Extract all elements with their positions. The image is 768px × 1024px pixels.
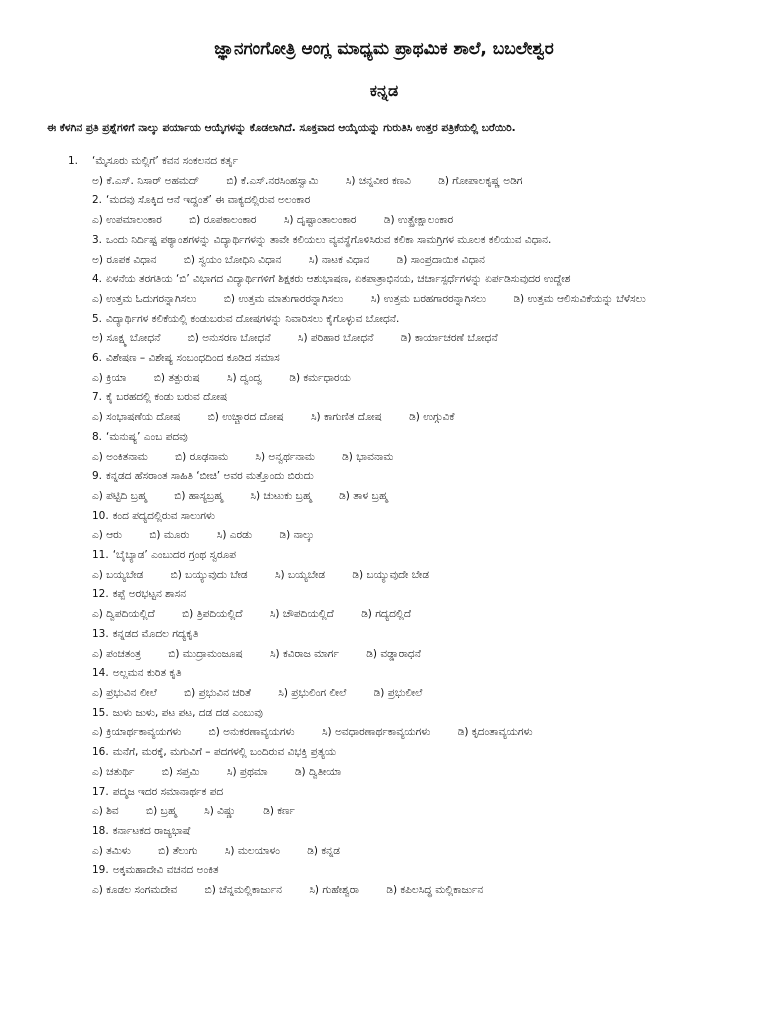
question-number: 19. [92,864,109,877]
answer-option: ಎ) ಚತುರ್ಥಿ [92,765,135,778]
question-item [92,507,712,546]
option-list [92,763,712,783]
answer-option: ಬಿ) ಉತ್ತಮ ಮಾತುಗಾರರನ್ನಾಗಿಸಲು [223,292,344,305]
question-text: ‘ಮದವು ಸೊಕ್ಕಿದ ಆನೆ ಇದ್ದಂತೆ’ ಈ ವಾಕ್ಯದಲ್ಲಿರುವ ಅಲಂಕಾರ [106,194,311,207]
answer-option: ಡಿ) ಪ್ರಭುಲೀಲೆ [373,686,423,699]
answer-option: ಬಿ) ತತ್ಪುರುಷ [153,371,200,384]
option-list [92,842,712,862]
question-line [92,783,712,803]
answer-option: ಸಿ) ಅವಧಾರಣಾರ್ಥಕಾವ್ಯಯಗಳು [321,726,431,739]
question-text: ಒಂದು ನಿರ್ದಿಷ್ಟ ಪಠ್ಯಾಂಶಗಳನ್ನು ವಿದ್ಯಾರ್ಥಿಗಳನ್ನು ತಾವೇ ಕಲಿಯಲು ವ್ಯವಸ್ಥೆಗೊಳಿಸಿರುವ ಕಲಿಕಾ ಸಾಮಗ್ರಿಗಳ ಮೂಲಕ ಕಲಿಯುವ ವಿಧಾನ. [106,233,552,246]
option-list [92,645,712,665]
option-list [92,487,712,507]
answer-option: ಬಿ) ತ್ರಿಪದಿಯಲ್ಲಿದೆ [182,608,243,621]
question-line [92,704,712,724]
answer-option: ಬಿ) ಬಯ್ಯುವುದು ಬೇಡ [170,568,248,581]
answer-option: ಬಿ) ಬ್ರಹ್ಮ [146,805,177,818]
answer-option: ಡಿ) ಕನ್ನಡ [307,844,340,857]
question-text: ಅಕ್ಕಮಹಾದೇವಿ ವಚನದ ಅಂಕಿತ [112,864,219,877]
question-text: ಕನ್ನಡದ ಮೊದಲ ಗದ್ಯಕೃತಿ [112,627,199,640]
question-line [92,546,712,566]
question-text: ಕೈ ಬರಹದಲ್ಲಿ ಕಂಡು ಬರುವ ದೋಷ [106,391,228,404]
answer-option: ಸಿ) ಪ್ರಭುಲಿಂಗ ಲೀಲೆ [278,686,347,699]
question-number: 9. [92,470,103,483]
answer-option: ಎ) ಉಪಮಾಲಂಕಾರ [92,214,162,227]
question-line [92,861,712,881]
question-item [92,270,712,309]
option-list [92,251,712,271]
question-item [92,467,712,506]
answer-option: ಸಿ) ಪರಿಹಾರ ಬೋಧನೆ [297,332,374,345]
school-title: ಜ್ಞಾನಗಂಗೋತ್ರಿ ಆಂಗ್ಲ ಮಾಧ್ಯಮ ಪ್ರಾಥಮಿಕ ಶಾಲೆ, ಬಬಲೇಶ್ವರ [214,39,554,59]
question-item [92,310,712,349]
answer-option: ಬಿ) ಅನುಕರಣಾವ್ಯಯಗಳು [208,726,295,739]
answer-option: ಡಿ) ಉಗ್ಗುವಿಕೆ [409,411,455,424]
subject-title: ಕನ್ನಡ [369,81,399,100]
question-number: 10. [92,509,109,522]
question-number: 17. [92,785,109,798]
question-number: 3. [92,233,103,246]
answer-option: ಅ) ಸೂಕ್ಷ್ಮ ಬೋಧನೆ [92,332,161,345]
answer-option: ಬಿ) ಚೆನ್ನಮಲ್ಲಿಕಾರ್ಜುನ [204,884,283,897]
question-text: ಕರ್ನಾಟಕದ ರಾಜ್ಯಭಾಷೆ [112,824,191,837]
question-text: ಕಪ್ಪೆ ಅರಭಟ್ಟನ ಶಾಸನ [112,588,187,601]
question-text: ಜುಳು ಜುಳು, ಪಟ ಪಟ, ದಡ ದಡ ಎಂಬುವು [112,706,263,719]
question-text: ಕನ್ನಡದ ಹೆಸರಾಂತ ಸಾಹಿತಿ ‘ಬೀಚಿ’ ಅವರ ಮತ್ತೊಂದು ಬಿರುದು [106,470,314,483]
answer-option: ಎ) ಶಿವ [92,805,119,818]
question-number: 14. [92,667,109,680]
answer-option: ಎ) ಕೂಡಲ ಸಂಗಮದೇವ [92,884,178,897]
question-text: ಏಳನೆಯ ತರಗತಿಯ ‘ಬಿ’ ವಿಭಾಗದ ವಿದ್ಯಾರ್ಥಿಗಳಿಗೆ ಶಿಕ್ಷಕರು ಆಶುಭಾಷಣ, ಏಕಪಾತ್ರಾಭಿನಯ, ಚರ್ಚಾಸ್ಪರ್ಧೆಗಳನ್ನು ಏರ್ಪಡಿಸುವುದರ ಉದ್ದೇಶ [106,273,571,286]
option-list [92,526,712,546]
option-list [92,329,712,349]
option-list [92,723,712,743]
answer-option: ಬಿ) ಮೂರು [149,529,190,542]
question-text: ಪದ್ಮಜ ಇದರ ಸಮಾನಾರ್ಥಕ ಪದ [112,785,224,798]
option-list [92,408,712,428]
answer-option: ಸಿ) ಗುಹೇಶ್ವರಾ [309,884,360,897]
question-item [92,585,712,624]
answer-option: ಡಿ) ಉತ್ಪ್ರೇಕ್ಷಾಲಂಕಾರ [383,214,454,227]
answer-option: ಡಿ) ಉತ್ತಮ ಆಲಿಸುವಿಕೆಯನ್ನು ಬೆಳೆಸಲು [513,292,646,305]
answer-option: ಎ) ಕ್ರಿಯಾರ್ಥಕಾವ್ಯಯಗಳು [92,726,182,739]
question-item [68,152,712,191]
answer-option: ಡಿ) ದ್ವಿತೀಯಾ [294,765,342,778]
question-line [92,191,712,211]
answer-option: ಅ) ರೂಪಕ ವಿಧಾನ [92,253,157,266]
option-list [92,211,712,231]
question-item [92,349,712,388]
answer-option: ಬಿ) ಮುದ್ರಾಮಂಜೂಷ [168,647,243,660]
question-line [92,467,712,487]
answer-option: ಬಿ) ಉಚ್ಚಾರದ ದೋಷ [207,411,284,424]
question-number: 7. [92,391,103,404]
answer-option: ಬಿ) ರೂಪಕಾಲಂಕಾರ [189,214,257,227]
question-item [92,861,712,900]
answer-option: ಡಿ) ಸಾಂಪ್ರದಾಯಿಕ ವಿಧಾನ [396,253,485,266]
option-list [92,448,712,468]
option-list [92,290,712,310]
answer-option: ಬಿ) ರೂಢನಾಮ [175,450,229,463]
answer-option: ಬಿ) ತೆಲುಗು [158,844,198,857]
question-item [92,191,712,230]
answer-option: ಸಿ) ಎರಡು [216,529,253,542]
answer-option: ಸಿ) ವಿಷ್ಣು [204,805,236,818]
answer-option: ಎ) ಅಂಕಿತನಾಮ [92,450,148,463]
question-line [92,822,712,842]
answer-option: ಸಿ) ಪ್ರಥಮಾ [226,765,268,778]
answer-option: ಡಿ) ಕಾರ್ಯಾಚರಣೆ ಬೋಧನೆ [400,332,498,345]
answer-option: ಎ) ಕ್ರಿಯಾ [92,371,127,384]
answer-option: ಡಿ) ಕೃದಂತಾವ್ಯಯಗಳು [457,726,533,739]
answer-option: ಡಿ) ಬಯ್ಯುವುದೇ ಬೇಡ [352,568,430,581]
question-number: 11. [92,549,109,562]
question-text: ಮನೆಗೆ, ಮರಕ್ಕೆ, ಮಗುವಿಗೆ – ಪದಗಳಲ್ಲಿ ಬಂದಿರುವ ವಿಭಕ್ತಿ ಪ್ರತ್ಯಯ [112,746,337,759]
question-line [92,388,712,408]
answer-option: ಸಿ) ಮಲಯಾಳಂ [224,844,280,857]
answer-option: ಅ) ಕೆ.ಎಸ್. ನಿಸಾರ್ ಅಹಮದ್ [92,174,200,187]
question-item [92,664,712,703]
question-number: 16. [92,746,109,759]
question-item [92,822,712,861]
option-list [92,369,712,389]
question-line [92,428,712,448]
question-number: 1. [68,155,79,167]
answer-option: ಎ) ದ್ವಿಪದಿಯಲ್ಲಿದೆ [92,608,155,621]
question-number: 6. [92,352,103,365]
question-line [92,231,712,251]
answer-option: ಸಿ) ದೃಷ್ಟಾಂತಾಲಂಕಾರ [283,214,357,227]
answer-option: ಎ) ಸಂಭಾಷಣೆಯ ದೋಷ [92,411,181,424]
question-line [92,585,712,605]
question-line [92,310,712,330]
question-line [92,270,712,290]
question-item [92,546,712,585]
option-list [92,172,712,192]
question-line [92,507,712,527]
question-text: ‘ಬೈಬ್ಯಾಡ’ ಎಂಬುದರ ಗ್ರಂಥ ಸ್ವರೂಪ [112,549,236,562]
question-text: ವಿಶೇಷಣ – ವಿಶೇಷ್ಯ ಸಂಬಂಧದಿಂದ ಕೂಡಿದ ಸಮಾಸ [106,352,280,365]
instructions: ಈ ಕೆಳಗಿನ ಪ್ರತಿ ಪ್ರಶ್ನೆಗಳಿಗೆ ನಾಲ್ಕು ಪರ್ಯಾಯ ಆಯ್ಕೆಗಳನ್ನು ಕೊಡಲಾಗಿದೆ. ಸೂಕ್ತವಾದ ಆಯ್ಕೆಯನ್ನು ಗುರುತಿಸಿ ಉತ್ತರ ಪತ್ರಿಕೆಯಲ್ಲಿ ಬರೆಯಿರಿ. [47,122,516,134]
question-number: 2. [92,194,103,207]
answer-option: ಸಿ) ಚುಟುಕು ಬ್ರಹ್ಮ [250,489,312,502]
answer-option: ಬಿ) ಸ್ವಯಂ ಬೋಧಿನಿ ವಿಧಾನ [183,253,282,266]
answer-option: ಸಿ) ಅನ್ವರ್ಥನಾಮ [255,450,315,463]
answer-option: ಎ) ಪಂಚತಂತ್ರ [92,647,141,660]
question-line [92,625,712,645]
answer-option: ಡಿ) ವಡ್ಡಾರಾಧನೆ [366,647,421,660]
answer-option: ಡಿ) ಗದ್ಯದಲ್ಲಿದೆ [361,608,412,621]
question-number: 4. [92,273,103,286]
question-number: 8. [92,430,103,443]
question-line [92,743,712,763]
question-item [92,428,712,467]
answer-option: ಎ) ಪ್ರಭುವಿನ ಲೀಲೆ [92,686,157,699]
answer-option: ಎ) ಬಯ್ಯಬೇಡ [92,568,144,581]
question-item [92,743,712,782]
question-text: ‘ಮನುಷ್ಯ’ ಎಂಬ ಪದವು [106,430,188,443]
question-number: 15. [92,706,109,719]
answer-option: ಬಿ) ಅನುಸರಣ ಬೋಧನೆ [187,332,271,345]
question-item [92,783,712,822]
option-list [92,881,712,901]
answer-option: ಎ) ಉತ್ತಮ ಓದುಗರನ್ನಾಗಿಸಲು [92,292,197,305]
answer-option: ಸಿ) ಕವಿರಾಜ ಮಾರ್ಗ [269,647,339,660]
question-list [68,152,712,901]
answer-option: ಡಿ) ಭಾವನಾಮ [342,450,394,463]
answer-option: ಸಿ) ಚನ್ನವೀರ ಕಣವಿ [345,174,411,187]
answer-option: ಡಿ) ನಾಲ್ಕು [279,529,315,542]
question-number: 18. [92,824,109,837]
answer-option: ಡಿ) ಕರ್ಮಧಾರಯ [289,371,351,384]
question-number: 12. [92,588,109,601]
option-list [92,802,712,822]
answer-option: ಬಿ) ಸಪ್ತಮಿ [161,765,200,778]
option-list [92,605,712,625]
answer-option: ಎ) ತಮಿಳು [92,844,131,857]
question-text: ‘ಮೈಸೂರು ಮಲ್ಲಿಗೆ’ ಕವನ ಸಂಕಲನದ ಕರ್ತೃ [92,155,239,167]
answer-option: ಎ) ಆರು [92,529,122,542]
option-list [92,684,712,704]
answer-option: ಸಿ) ನಾಟಕ ವಿಧಾನ [308,253,370,266]
question-text: ಕಂದ ಪದ್ಯದಲ್ಲಿರುವ ಸಾಲುಗಳು [112,509,216,522]
question-item [92,704,712,743]
answer-option: ಡಿ) ಕಪಿಲಸಿದ್ಧ ಮಲ್ಲಿಕಾರ್ಜುನ [386,884,484,897]
question-item [92,388,712,427]
answer-option: ಸಿ) ಕಾಗುಣಿತ ದೋಷ [310,411,382,424]
answer-option: ಡಿ) ಗೋಪಾಲಕೃಷ್ಣ ಅಡಿಗ [438,174,523,187]
question-number: 13. [92,627,109,640]
question-item [92,625,712,664]
answer-option: ಡಿ) ಕರ್ಣ [263,805,295,818]
question-line [92,349,712,369]
answer-option: ಸಿ) ಚೌಪದಿಯಲ್ಲಿದೆ [269,608,334,621]
answer-option: ಬಿ) ಕೆ.ಎಸ್.ನರಸಿಂಹಸ್ವಾಮಿ [226,174,319,187]
answer-option: ಸಿ) ದ್ವಂದ್ವ [226,371,262,384]
question-text: ವಿದ್ಯಾರ್ಥಿಗಳ ಕಲಿಕೆಯಲ್ಲಿ ಕಂಡುಬರುವ ದೋಷಗಳನ್ನು ನಿವಾರಿಸಲು ಕೈಗೊಳ್ಳುವ ಬೋಧನೆ. [106,312,400,325]
question-item [92,231,712,270]
answer-option: ಎ) ಪಟ್ಟಿದಿ ಬ್ರಹ್ಮ [92,489,147,502]
option-list [92,566,712,586]
answer-option: ಡಿ) ತಾಳ ಬ್ರಹ್ಮ [339,489,388,502]
answer-option: ಸಿ) ಬಯ್ಯಬೇಡ [274,568,326,581]
answer-option: ಬಿ) ಹಾಸ್ಯಬ್ರಹ್ಮ [174,489,224,502]
answer-option: ಸಿ) ಉತ್ತಮ ಬರಹಗಾರರನ್ನಾಗಿಸಲು [370,292,487,305]
question-text: ಅಲ್ಲಮನ ಕುರಿತ ಕೃತಿ [112,667,182,680]
question-number: 5. [92,312,103,325]
question-line [92,664,712,684]
question-line [68,152,712,172]
answer-option: ಬಿ) ಪ್ರಭುವಿನ ಚರಿತೆ [184,686,251,699]
